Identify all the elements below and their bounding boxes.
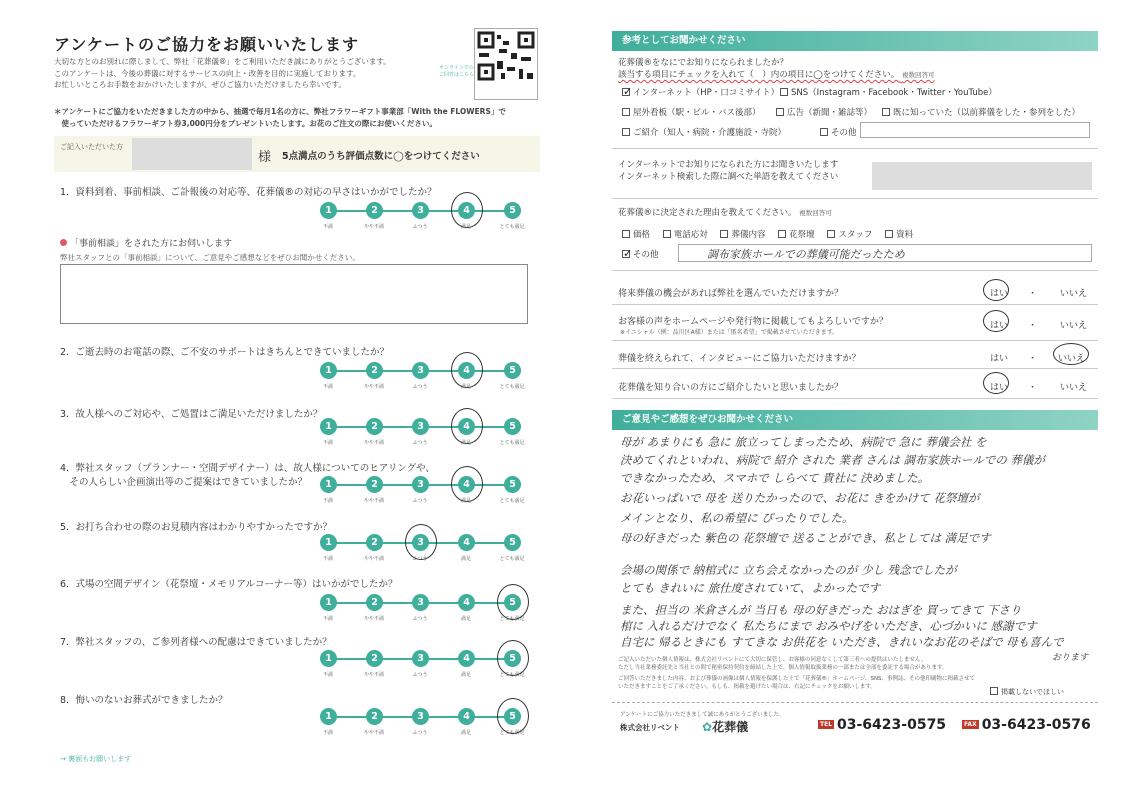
rating-label: やや不満: [363, 556, 384, 562]
rating-option-4[interactable]: 4: [458, 708, 475, 725]
rating-label: とても満足: [499, 498, 525, 504]
comment-line: 決めてくれといわれ、病院で 紹介 された 業者 さんは 調布家族ホールでの 葬儀が: [620, 453, 1045, 467]
how-instruction-text: 該当する項目にチェックを入れて（ ）内の項目に◯をつけてください。: [618, 70, 900, 80]
rating-option-2[interactable]: 2: [366, 418, 383, 435]
rating-label: 不満: [322, 556, 333, 562]
yes-option[interactable]: はい: [990, 354, 1009, 364]
rating-label: とても満足: [499, 384, 525, 390]
internet-question-1: インターネットでお知りになられた方にお聞きいたします: [618, 160, 839, 170]
comments-header: ご意見やご感想をぜひお聞かせください: [612, 410, 1098, 430]
tel-info: [818, 717, 946, 733]
yn-question-3: 葬儀を終えられて、インタビューにご協力いただけますか？: [618, 354, 861, 364]
other-field[interactable]: [860, 122, 1090, 138]
reason-opt[interactable]: [885, 230, 913, 240]
separator-dot: ・: [1028, 354, 1038, 364]
rating-option-2[interactable]: 2: [366, 534, 383, 551]
rating-label: ふつう: [412, 556, 428, 562]
checkbox[interactable]: [780, 88, 788, 96]
yn-question-2-note: ※イニシャル（例：品川区A様）または「匿名希望」で掲載させていただきます。: [620, 329, 839, 336]
rating-instruction: 5点満点のうち評価点数に◯をつけてください: [282, 151, 480, 162]
opt-intro[interactable]: [622, 126, 786, 138]
rating-label: とても満足: [499, 440, 525, 446]
question-7: 7．弊社スタッフの、ご参列者様への配慮はできていましたか？: [60, 637, 332, 648]
yes-option[interactable]: はい: [990, 321, 1009, 331]
rating-option-5[interactable]: 5: [504, 594, 521, 611]
question-2: 2．ご逝去時のお電話の際、ご不安のサポートはきちんとできていましたか？: [60, 347, 390, 358]
respondent-box: [54, 136, 540, 172]
answer-circle: [983, 310, 1009, 332]
tel-label: TEL: [820, 721, 833, 728]
rating-label: とても満足: [499, 730, 525, 736]
checkbox[interactable]: [827, 230, 835, 238]
selected-rating-circle: [405, 524, 437, 560]
comment-line: 棺に 入れるだけでなく 私たちにまで おみやげをいただき、心づかいに 感謝です: [620, 619, 1037, 633]
rating-label: ふつう: [412, 224, 428, 230]
rating-label: 満足: [460, 672, 471, 678]
selected-rating-circle: [451, 352, 483, 388]
question-8: 8．悔いのないお葬式ができましたか？: [60, 695, 228, 706]
rating-label: 満足: [460, 224, 471, 230]
selected-rating-circle: [451, 408, 483, 444]
rating-label: ふつう: [412, 730, 428, 736]
separator-dot: ・: [1028, 321, 1038, 331]
reason-question-text: 花葬儀®に決定された理由を教えてください。: [618, 208, 797, 218]
divider: [612, 368, 1098, 369]
rating-label: 不満: [322, 498, 333, 504]
selected-rating-circle: [451, 192, 483, 228]
opt-internet-label: インターネット（HP・口コミサイト）: [633, 88, 780, 98]
reason-opt-label: 電話応対: [673, 230, 708, 240]
separator-dot: ・: [1028, 289, 1038, 299]
survey-title: アンケートのご協力をお願いいたします: [54, 35, 360, 54]
opt-other-label: その他: [831, 128, 857, 138]
gift-notice: [54, 106, 544, 129]
comment-line: とても きれいに 旅仕度されていて、よかったです: [620, 581, 881, 595]
notice-line: ＊アンケートにご協力をいただきました方の中から、抽選で毎月1名の方に、弊社フラワーギフト事業部「With the FLOWERS」で: [54, 107, 506, 116]
reason-opt-label: 葬儀内容: [731, 230, 766, 240]
rating-option-2[interactable]: 2: [366, 202, 383, 219]
rating-label: 不満: [322, 224, 333, 230]
rating-label: 不満: [322, 384, 333, 390]
divider: [612, 198, 1098, 199]
separator-dot: ・: [1028, 383, 1038, 393]
comment-line: お花いっぱいで 母を 送りたかったので、お花に きをかけて 花祭壇が: [620, 491, 980, 505]
rating-option-3[interactable]: 3: [412, 362, 429, 379]
name-label: ご記入いただいた方: [60, 143, 123, 151]
answer-circle: [983, 372, 1009, 394]
rating-label: やや不満: [363, 384, 384, 390]
reference-header: 参考としてお聞かせください: [612, 31, 1098, 51]
yn-question-2: お客様の声をホームページや発行物に掲載してもよろしいですか？: [618, 317, 888, 327]
rating-label: 不満: [322, 616, 333, 622]
reason-opt[interactable]: [622, 230, 650, 240]
privacy-line: いただきますことをご了承ください。もしも、掲載を避けたい場合は、右記にチェックをお願いします。: [618, 684, 876, 690]
yn-question-4: 花葬儀を知り合いの方にご紹介したいと思いましたか？: [618, 383, 844, 393]
flower-icon: ✿: [702, 720, 713, 734]
survey-page-front: [54, 24, 544, 780]
rating-label: ふつう: [412, 498, 428, 504]
rating-option-4[interactable]: 4: [458, 594, 475, 611]
reason-opt[interactable]: [827, 230, 872, 240]
rating-option-4[interactable]: 4: [458, 534, 475, 551]
checkbox[interactable]: [990, 687, 998, 695]
privacy-line: ご回答いただきました内容、および葬儀の画像は個人情報を保護した上で「花葬儀®」ホームページ、SNS、事例誌、その他印刷物に掲載させて: [618, 676, 976, 682]
thanks-text: アンケートにご協力いただきまして誠にありがとうございました。: [620, 712, 785, 718]
opt-other[interactable]: [820, 126, 857, 138]
comment-line: 母の好きだった 紫色の 花祭壇で 送ることができ、私としては 満足です: [620, 531, 991, 545]
rating-option-3[interactable]: 3: [412, 418, 429, 435]
intro-line: お忙しいところお手数をおかけいたしますが、ぜひご協力いただけましたら幸いです。: [54, 80, 346, 89]
rating-option-2[interactable]: 2: [366, 362, 383, 379]
name-field-redacted[interactable]: [132, 138, 252, 170]
selected-rating-circle: [497, 584, 529, 620]
checkbox[interactable]: [882, 108, 890, 116]
selected-rating-circle: [497, 640, 529, 676]
rating-label: ふつう: [412, 672, 428, 678]
rating-option-5[interactable]: 5: [504, 650, 521, 667]
no-publish-label: 掲載しないでほしい: [1001, 688, 1064, 696]
rating-option-5[interactable]: 5: [504, 418, 521, 435]
notice-line: 使っていただけるフラワーギフト券3,000円分をプレゼントいたします。お花のご注文の際にお使いください。: [54, 118, 437, 128]
internet-question-2: インターネット検索した際に調べた単語を教えてください: [618, 172, 839, 182]
rating-option-2[interactable]: 2: [366, 708, 383, 725]
no-option[interactable]: いいえ: [1060, 383, 1088, 393]
back-page-note[interactable]: → 裏面もお願いします: [60, 755, 132, 763]
opt-sign-label: 屋外看板（駅・ビル・バス後部）: [633, 108, 761, 118]
opt-sign[interactable]: [622, 106, 761, 118]
fax-number: 03-6423-0576: [981, 717, 1091, 733]
comment-line: おります: [1052, 653, 1089, 663]
reason-opt-label: 資料: [896, 230, 914, 240]
divider: [612, 148, 1098, 149]
divider: [612, 340, 1098, 341]
question-4-line2: その人らしい企画演出等のご提案はできていましたか？: [60, 477, 308, 488]
rating-label: 満足: [460, 730, 471, 736]
comments-area[interactable]: [612, 430, 1098, 663]
rating-option-4[interactable]: 4: [458, 362, 475, 379]
rating-label: やや不満: [363, 616, 384, 622]
opt-internet[interactable]: [622, 86, 779, 98]
reason-other-field[interactable]: [678, 244, 1092, 262]
rating-label: とても満足: [499, 672, 525, 678]
rating-option-5[interactable]: 5: [504, 708, 521, 725]
rating-option-5[interactable]: 5: [504, 476, 521, 493]
intro-line: 大切な方とのお別れに際しまして、弊社「花葬儀®」をご利用いただき誠にありがとうございます。: [54, 57, 391, 66]
comment-line: できなかったため、スマホで しらべて 貴社に 決めました。: [620, 471, 930, 485]
rating-label: やや不満: [363, 498, 384, 504]
rating-option-2[interactable]: 2: [366, 594, 383, 611]
divider: [612, 398, 1098, 399]
opt-know[interactable]: [882, 106, 1080, 118]
selected-rating-circle: [451, 466, 483, 502]
reason-opt-label: スタッフ: [838, 230, 873, 240]
multi-answer-note: 複数回答可: [799, 209, 832, 217]
question-1: 1．資料到着、事前相談、ご訃報後の対応等、花葬儀®の対応の早さはいかがでしたか？: [60, 187, 437, 198]
rating-label: とても満足: [499, 224, 525, 230]
no-option[interactable]: いいえ: [1060, 289, 1088, 299]
privacy-notice: [618, 656, 1098, 691]
rating-option-4[interactable]: 4: [458, 202, 475, 219]
comment-line: 会場の関係で 納棺式に 立ち会えなかったのが 少し 残念でしたが: [620, 563, 957, 577]
qr-code-icon: [475, 29, 537, 83]
checkbox-checked[interactable]: ✓: [623, 247, 633, 260]
no-option[interactable]: いいえ: [1058, 354, 1086, 364]
opt-know-label: 既に知っていた（以前葬儀をした・参列をした）: [893, 108, 1081, 118]
consult-description: 弊社スタッフとの「事前相談」について、ご意見やご感想などをぜひお聞かせください。: [60, 253, 360, 262]
rating-label: とても満足: [499, 556, 525, 562]
rating-label: 満足: [460, 384, 471, 390]
survey-page-back: [612, 24, 1102, 780]
divider: [612, 304, 1098, 305]
no-publish-option[interactable]: [990, 687, 1064, 697]
rating-option-1[interactable]: 1: [320, 650, 337, 667]
checkbox-checked[interactable]: ✓: [623, 85, 633, 98]
reason-opt[interactable]: [720, 230, 765, 240]
reason-options: [622, 228, 913, 240]
rating-label: ふつう: [412, 384, 428, 390]
rating-option-3[interactable]: 3: [412, 476, 429, 493]
rating-option-1[interactable]: 1: [320, 362, 337, 379]
qr-code[interactable]: [439, 28, 538, 100]
checkbox[interactable]: [720, 230, 728, 238]
rating-label: やや不満: [363, 224, 384, 230]
fax-label: FAX: [964, 721, 977, 728]
privacy-line: ただし当社業務委託先と当社との間で秘密保持契約を締結した上で、個人情報取扱業務の一部または全部を委託する場合があります。: [618, 665, 948, 671]
rating-label: 不満: [322, 672, 333, 678]
selected-rating-circle: [497, 698, 529, 734]
rating-label: ふつう: [412, 616, 428, 622]
yes-option[interactable]: はい: [990, 383, 1009, 393]
opt-sns[interactable]: [780, 86, 997, 98]
reason-opt[interactable]: [663, 230, 708, 240]
rating-option-2[interactable]: 2: [366, 650, 383, 667]
yes-option[interactable]: はい: [990, 289, 1009, 299]
question-6: 6．式場の空間デザイン（花祭壇・メモリアルコーナー等）はいかがでしたか？: [60, 579, 398, 590]
checkbox[interactable]: [622, 230, 630, 238]
rating-label: 不満: [322, 440, 333, 446]
comment-line: また、担当の 米倉さんが 当日も 母の好きだった おはぎを 買ってきて 下さり: [620, 603, 1022, 617]
qr-label: オンラインでの ご回答はこちら: [439, 65, 475, 78]
privacy-line: ご記入いただいた個人情報は、株式会社リベントにて大切に保管し、お客様の同意なくして第三者への提供はいたしません。: [618, 657, 927, 663]
rating-option-5[interactable]: 5: [504, 362, 521, 379]
question-5: 5．お打ち合わせの際のお見積内容はわかりやすかったですか？: [60, 522, 333, 533]
comment-line: 母が あまりにも 急に 旅立ってしまったため、病院で 急に 葬儀会社 を: [620, 435, 987, 449]
rating-label: やや不満: [363, 440, 384, 446]
company-name: 株式会社リベント: [620, 723, 680, 732]
reason-other-label: その他: [633, 250, 659, 260]
reason-opt-label: 価格: [633, 230, 651, 240]
rating-option-3[interactable]: 3: [412, 202, 429, 219]
comment-line: メインとなり、私の希望に ぴったりでした。: [620, 511, 854, 525]
checkbox[interactable]: [622, 128, 630, 136]
rating-option-4[interactable]: 4: [458, 650, 475, 667]
how-instruction: [618, 68, 934, 80]
checkbox[interactable]: [820, 128, 828, 136]
opt-ad-label: 広告（新聞・雑誌等）: [787, 108, 873, 118]
rating-option-1[interactable]: 1: [320, 708, 337, 725]
name-suffix: 様: [258, 150, 272, 165]
answer-circle: [983, 279, 1009, 301]
divider: [612, 702, 1098, 703]
multi-answer-note: 複数回答可: [901, 71, 935, 79]
reason-question: [618, 206, 832, 218]
rating-label: 満足: [460, 616, 471, 622]
how-question: 花葬儀®をなにでお知りになられましたか？: [618, 58, 789, 68]
divider: [612, 270, 1098, 271]
fax-info: [962, 717, 1091, 733]
reason-opt-label: 花祭壇: [789, 230, 815, 240]
rating-label: やや不満: [363, 730, 384, 736]
opt-sns-label: SNS（Instagram・Facebook・Twitter・YouTube）: [791, 88, 997, 98]
rating-label: 不満: [322, 730, 333, 736]
question-4-line1: 4．弊社スタッフ（プランナー・空間デザイナー）は、故人様についてのヒアリングや、: [60, 463, 435, 474]
yn-question-1: 将来葬儀の機会があれば弊社を選んでいただけますか？: [618, 289, 844, 299]
reason-handwriting: 調布家族ホールでの葬儀可能だったため: [707, 248, 905, 261]
checkbox[interactable]: [663, 230, 671, 238]
rating-option-5[interactable]: 5: [504, 534, 521, 551]
checkbox[interactable]: [776, 108, 784, 116]
rating-option-1[interactable]: 1: [320, 534, 337, 551]
rating-option-3[interactable]: 3: [412, 650, 429, 667]
search-words-redacted[interactable]: [872, 162, 1092, 190]
rating-label: 満足: [460, 498, 471, 504]
intro-text: [54, 56, 454, 91]
rating-label: 満足: [460, 440, 471, 446]
rating-option-1[interactable]: 1: [320, 476, 337, 493]
answer-circle: [1053, 343, 1089, 365]
rating-option-3[interactable]: 3: [412, 594, 429, 611]
opt-ad[interactable]: [776, 106, 872, 118]
checkbox[interactable]: [885, 230, 893, 238]
rating-option-1[interactable]: 1: [320, 594, 337, 611]
rating-option-1[interactable]: 1: [320, 418, 337, 435]
reason-opt[interactable]: [778, 230, 815, 240]
question-3: 3．故人様へのご対応や、ご処置はご満足いただけましたか？: [60, 409, 323, 420]
rating-label: ふつう: [412, 440, 428, 446]
rating-option-2[interactable]: 2: [366, 476, 383, 493]
rating-option-3[interactable]: 3: [412, 708, 429, 725]
rating-label: やや不満: [363, 672, 384, 678]
brand-logo: [702, 718, 748, 735]
rating-option-3[interactable]: 3: [412, 534, 429, 551]
tel-number: 03-6423-0575: [837, 717, 947, 733]
checkbox[interactable]: [778, 230, 786, 238]
comment-line: 自宅に 帰るときにも すてきな お供花を いただき、きれいなお花のそばで 母も喜んで: [620, 635, 1064, 649]
checkbox[interactable]: [622, 108, 630, 116]
consult-title: 「事前相談」をされた方にお伺いします: [70, 239, 233, 249]
rating-label: とても満足: [499, 616, 525, 622]
rating-option-1[interactable]: 1: [320, 202, 337, 219]
reason-other[interactable]: [622, 248, 659, 260]
rating-option-4[interactable]: 4: [458, 476, 475, 493]
rating-label: 満足: [460, 556, 471, 562]
opt-intro-label: ご紹介（知人・病院・介護施設・寺院）: [633, 128, 787, 138]
no-option[interactable]: いいえ: [1060, 321, 1088, 331]
rating-option-4[interactable]: 4: [458, 418, 475, 435]
consult-heading: [60, 236, 232, 249]
consult-comment-box[interactable]: [60, 264, 528, 324]
intro-line: このアンケートは、今後の葬儀に対するサービスの向上・改善を目的に実施しております。: [54, 68, 361, 78]
brand-name: 花葬儀: [712, 720, 749, 734]
rating-option-5[interactable]: 5: [504, 202, 521, 219]
